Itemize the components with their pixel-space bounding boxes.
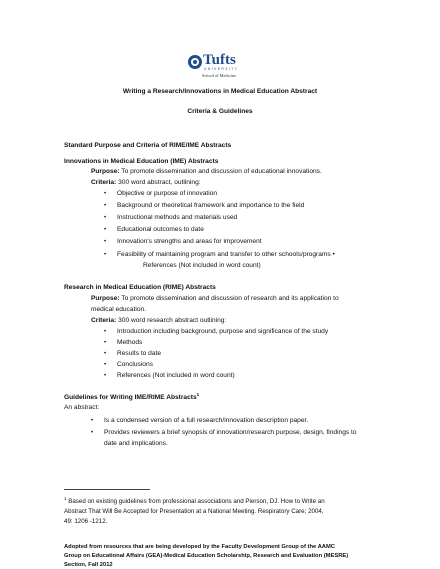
footnote-divider bbox=[64, 489, 150, 490]
rime-item: Methods bbox=[117, 339, 143, 346]
rime-purpose-continued: medical education. bbox=[91, 306, 146, 313]
bullet-icon: • bbox=[104, 351, 107, 357]
footnote-line bbox=[64, 497, 325, 507]
bullet-icon: • bbox=[104, 252, 107, 258]
guidelines-item: Is a condensed version of a full research/innovation description paper. bbox=[104, 417, 309, 424]
ime-purpose bbox=[91, 167, 322, 178]
bullet-icon: • bbox=[104, 329, 107, 335]
document-title: Writing a Research/Innovations in Medical Education Abstract bbox=[122, 88, 318, 95]
document-subtitle: Criteria & Guidelines bbox=[187, 108, 253, 115]
guidelines-heading-text: Guidelines for Writing IME/RIME Abstracts bbox=[64, 394, 197, 401]
ime-heading: Innovations in Medical Education (IME) Abstracts bbox=[64, 158, 219, 165]
footnote-line: 49: 1206 -1212. bbox=[64, 518, 108, 525]
standard-heading: Standard Purpose and Criteria of RIME/IME Abstracts bbox=[64, 142, 232, 149]
bullet-icon: • bbox=[104, 227, 107, 233]
adopted-line: Group on Educational Affairs (GEA)-Medical Education Scholarship, Research and Evaluation (MESRE) bbox=[64, 553, 349, 559]
rime-heading: Research in Medical Education (RIME) Abstracts bbox=[64, 284, 216, 291]
bullet-icon: • bbox=[104, 239, 107, 245]
rime-item: Introduction including background, purpose and significance of the study bbox=[117, 328, 329, 335]
adopted-line: Adopted from resources that are being developed by the Faculty Development Group of the AAMC bbox=[64, 544, 335, 550]
logo-school: School of Medicine bbox=[202, 73, 236, 78]
ime-purpose-label: Purpose: bbox=[91, 168, 120, 175]
rime-criteria-label: Criteria: bbox=[91, 317, 117, 324]
rime-item: References (Not included in word count) bbox=[117, 372, 235, 379]
tufts-logo bbox=[188, 51, 252, 83]
bullet-icon: • bbox=[104, 340, 107, 346]
rime-purpose-label: Purpose: bbox=[91, 295, 120, 302]
ime-item: Feasibility of maintaining program and transfer to other schools/programs • bbox=[117, 251, 335, 258]
tufts-seal-icon bbox=[188, 55, 202, 69]
guidelines-heading bbox=[64, 393, 199, 404]
ime-criteria-text: 300 word abstract, outlining: bbox=[116, 179, 201, 186]
guidelines-intro: An abstract: bbox=[64, 404, 100, 411]
footnote-number: 1 bbox=[64, 495, 67, 501]
bullet-icon: • bbox=[104, 191, 107, 197]
bullet-icon: • bbox=[104, 373, 107, 379]
bullet-icon: • bbox=[91, 430, 94, 436]
ime-item: Objective or purpose of innovation bbox=[117, 190, 218, 197]
logo-university: UNIVERSITY bbox=[204, 67, 239, 71]
adopted-line: Section, Fall 2012 bbox=[64, 562, 113, 568]
ime-purpose-text: To promote dissemination and discussion of educational innovations. bbox=[119, 168, 322, 175]
rime-criteria-text: 300 word research abstract outlining: bbox=[116, 317, 227, 324]
ime-criteria-label: Criteria: bbox=[91, 179, 117, 186]
footnote-text: Based on existing guidelines from professional associations and Pierson, DJ. How to Write an bbox=[66, 498, 325, 505]
rime-purpose-text: To promote dissemination and discussion of research and its application to bbox=[119, 295, 339, 302]
logo-name: Tufts bbox=[203, 52, 236, 68]
bullet-icon: • bbox=[104, 362, 107, 368]
rime-criteria bbox=[91, 316, 226, 327]
bullet-icon: • bbox=[104, 215, 107, 221]
rime-item: Results to date bbox=[117, 350, 161, 357]
bullet-icon: • bbox=[91, 418, 94, 424]
ime-item-continued: References (Not included in word count) bbox=[143, 262, 261, 269]
ime-item: Background or theoretical framework and importance to the field bbox=[117, 202, 305, 209]
ime-item: Innovation's strengths and areas for improvement bbox=[117, 238, 262, 245]
bullet-icon: • bbox=[104, 203, 107, 209]
guidelines-footnote-ref: 1 bbox=[196, 391, 200, 397]
ime-item: Instructional methods and materials used bbox=[117, 214, 238, 221]
ime-item: Educational outcomes to date bbox=[117, 226, 204, 233]
rime-purpose bbox=[91, 294, 339, 305]
footnote-line: Abstract That Will Be Accepted for Presentation at a National Meeting. Respiratory Care; 2004, bbox=[64, 508, 324, 515]
rime-item: Conclusions bbox=[117, 361, 153, 368]
guidelines-item: Provides reviewers a brief synopsis of innovation/research purpose, design, findings to bbox=[104, 429, 357, 436]
ime-criteria bbox=[91, 178, 201, 189]
guidelines-item-continued: date and implications. bbox=[104, 440, 168, 447]
